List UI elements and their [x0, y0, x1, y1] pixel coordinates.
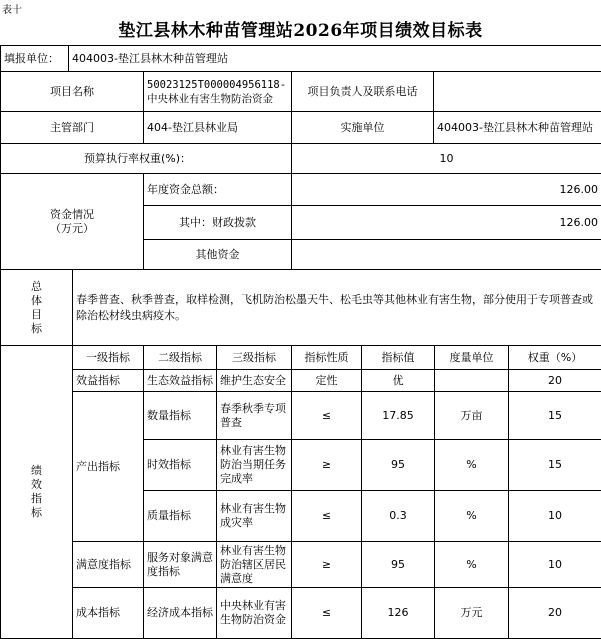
indicator-nature: ≤ [292, 392, 362, 440]
impl-value: 404003-垫江县林木种苗管理站 [434, 112, 601, 144]
indicator-l3: 春季秋季专项普查 [217, 392, 292, 440]
budget-weight-value: 10 [292, 144, 601, 174]
indicator-value: 优 [362, 370, 435, 392]
unit-value: 404003-垫江县林木种苗管理站 [69, 45, 601, 72]
funds-fiscal-value: 126.00 [292, 206, 601, 240]
indicator-value: 95 [362, 440, 435, 491]
indicator-weight: 15 [509, 392, 601, 440]
indicator-unit: % [435, 440, 509, 491]
indicator-value: 0.3 [362, 491, 435, 542]
indicator-nature: ≥ [292, 440, 362, 491]
indicator-weight: 10 [509, 542, 601, 588]
col-header: 权重（%） [509, 346, 601, 370]
project-name-label: 项目名称 [0, 72, 144, 112]
indicator-l1: 满意度指标 [73, 542, 144, 588]
indicator-l1-output: 产出指标 [73, 392, 144, 542]
indicator-weight: 20 [509, 370, 601, 392]
indicator-l2: 经济成本指标 [144, 588, 217, 639]
indicator-l1: 效益指标 [73, 370, 144, 392]
indicator-value: 95 [362, 542, 435, 588]
goal-text: 春季普查、秋季普查，取样检测，飞机防治松墨天牛、松毛虫等其他林业有害生物，部分使用于专项普查或除治松材线虫病疫木。 [73, 270, 601, 346]
indicator-l3: 林业有害生物成灾率 [217, 491, 292, 542]
indicator-nature: 定性 [292, 370, 362, 392]
indicator-l3: 林业有害生物防治辖区居民满意度 [217, 542, 292, 588]
funds-label: 资金情况 （万元） [0, 174, 144, 270]
unit-label: 填报单位： [0, 45, 69, 72]
indicator-unit: % [435, 491, 509, 542]
project-owner-label: 项目负责人及联系电话 [292, 72, 434, 112]
col-header: 二级指标 [144, 346, 217, 370]
indicator-l3: 林业有害生物防治当期任务完成率 [217, 440, 292, 491]
indicator-weight: 20 [509, 588, 601, 639]
indicator-nature: ≤ [292, 588, 362, 639]
col-header: 三级指标 [217, 346, 292, 370]
funds-fiscal-label: 其中：财政拨款 [144, 206, 292, 240]
page-title: 垫江县林木种苗管理站2026年项目绩效目标表 [118, 21, 483, 41]
indicator-value: 126 [362, 588, 435, 639]
indicator-l2: 时效指标 [144, 440, 217, 491]
indicator-l3: 中央林业有害生物防治资金 [217, 588, 292, 639]
indicator-l2: 数量指标 [144, 392, 217, 440]
indicator-unit: 万元 [435, 588, 509, 639]
indicator-l1: 成本指标 [73, 588, 144, 639]
indicator-nature: ≥ [292, 542, 362, 588]
budget-weight-label: 预算执行率权重(%)： [0, 144, 292, 174]
indicator-l2: 服务对象满意度指标 [144, 542, 217, 588]
indicator-value: 17.85 [362, 392, 435, 440]
dept-value: 404-垫江县林业局 [144, 112, 292, 144]
funds-annual-value: 126.00 [292, 174, 601, 206]
indicator-l3: 维护生态安全 [217, 370, 292, 392]
indicator-l2: 生态效益指标 [144, 370, 217, 392]
impl-label: 实施单位 [292, 112, 434, 144]
indicator-nature: ≤ [292, 491, 362, 542]
indicator-weight: 15 [509, 440, 601, 491]
funds-other-value [292, 240, 601, 270]
sheet-tag: 表十 [2, 5, 22, 16]
goal-label: 总 体 目 标 [0, 270, 73, 346]
funds-other-label: 其他资金 [144, 240, 292, 270]
indicator-l2: 质量指标 [144, 491, 217, 542]
indicator-unit: 万亩 [435, 392, 509, 440]
col-header: 指标性质 [292, 346, 362, 370]
col-header: 指标值 [362, 346, 435, 370]
indicator-weight: 10 [509, 491, 601, 542]
indicator-unit [435, 370, 509, 392]
indicators-label: 绩 效 指 标 [0, 346, 73, 639]
project-owner-value [434, 72, 601, 112]
project-name-value: 50023125T000004956118-中央林业有害生物防治资金 [144, 72, 292, 112]
col-header: 一级指标 [73, 346, 144, 370]
col-header: 度量单位 [435, 346, 509, 370]
funds-annual-label: 年度资金总额： [144, 174, 292, 206]
indicator-unit: % [435, 542, 509, 588]
dept-label: 主管部门 [0, 112, 144, 144]
